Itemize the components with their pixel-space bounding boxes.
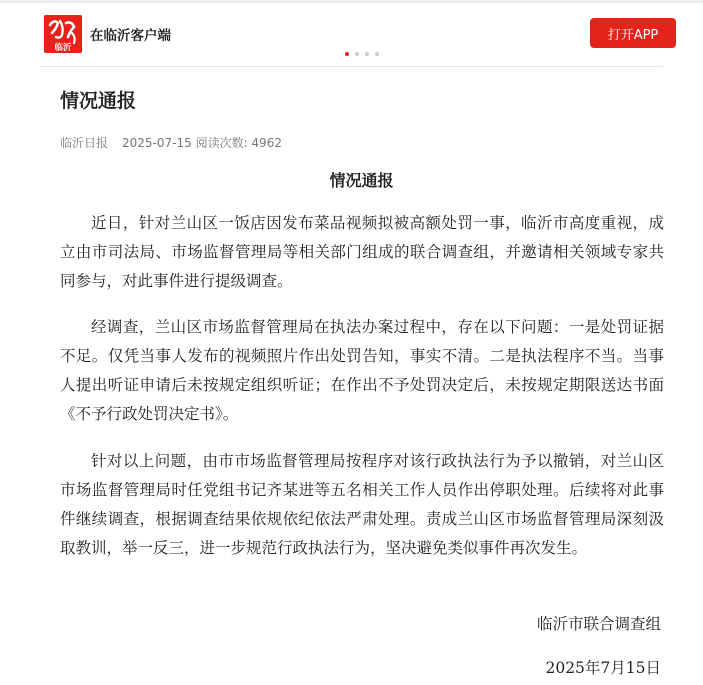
- svg-text:临沂: 临沂: [54, 43, 72, 53]
- sign-date: 2025年7月15日: [545, 659, 661, 677]
- signature: 临沂市联合调查组: [536, 615, 661, 633]
- article-paragraph: 近日，针对兰山区一饭店因发布菜品视频拟被高额处罚一事，临沂市高度重视，成立由市司法局、市场监督管理局等相关部门组成的联合调查组，并邀请相关领域专家共同参与，对此事件进行提级调查。: [60, 214, 664, 290]
- header-divider: [40, 66, 663, 67]
- article-source: 临沂日报: [60, 136, 109, 150]
- carousel-dot[interactable]: [365, 52, 369, 56]
- document-heading: 情况通报: [329, 171, 394, 190]
- article-paragraph: 针对以上问题，由市市场监督管理局按程序对该行政执法行为予以撤销，对兰山区市场监督管理局时任党组书记齐某进等五名相关工作人员作出停职处理。后续将对此事件继续调查，根据调查结果依规依纪依法严肃处理。责成兰山区市场监督管理局深刻汲取教训，举一反三，进一步规范行政执法行为，坚决避免类似事件再次发生。: [60, 452, 664, 557]
- logo-calligraphy-icon: [44, 15, 82, 53]
- carousel-dot[interactable]: [345, 52, 349, 56]
- article-date-reads: 2025-07-15 阅读次数: 4962: [122, 136, 282, 150]
- article-paragraph: 经调查，兰山区市场监督管理局在执法办案过程中，存在以下问题：一是处罚证据不足。仅凭当事人发布的视频照片作出处罚告知，事实不清。二是执法程序不当。当事人提出听证申请后未按规定组织听证；在作出不予处罚决定后，未按规定期限送达书面《不予行政处罚决定书》。: [60, 318, 664, 423]
- app-name: 在临沂客户端: [90, 28, 171, 44]
- article-title: 情况通报: [60, 90, 137, 112]
- article-meta: [60, 134, 282, 151]
- open-app-button[interactable]: 打开APP: [590, 18, 676, 48]
- app-logo: [44, 15, 82, 53]
- carousel-indicator: [345, 52, 379, 56]
- carousel-dot[interactable]: [355, 52, 359, 56]
- carousel-dot[interactable]: [375, 52, 379, 56]
